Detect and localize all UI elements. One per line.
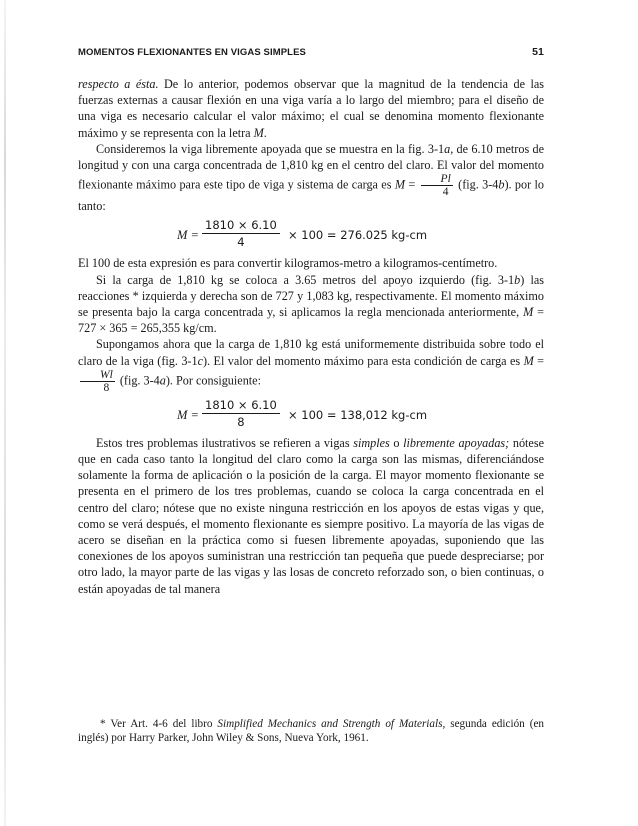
p6-italic-libremente: libremente apoyadas; — [403, 435, 510, 450]
fraction-numerator: Wl — [80, 369, 115, 382]
p2-fig-letter-b: b — [498, 177, 505, 192]
paragraph-3: El 100 de esta expresión es para convertir kilogramos-metro a kilogramos-centímetro. — [78, 256, 498, 271]
p5-text-d: ). Por consiguiente: — [165, 373, 261, 388]
footnote-text-a: * Ver Art. 4-6 del libro — [100, 718, 218, 730]
fraction-numerator: Pl — [421, 173, 453, 186]
p1-text: De lo anterior, podemos observar que la magnitud de la tendencia de las fuerzas externas a causar flexión en una viga varía a lo largo del miembro; para el diseño de una viga es necesario calcular el valor máximo; el cual se denomina momento flexionante máximo y se representa con la letra — [78, 77, 545, 140]
p6-text-e: nótese que en cada caso tanto la longitud del claro como la carga son las mismas, diferenciándose solamente la forma de aplicación o la posición de la carga. El mayor momento flexionante se presenta en el primero de los tres problemas, cuando se coloca la carga concentrada en el centro del claro; nótese que no existe ninguna restricción en los apoyos de estas vigas y que, como se verá después, el momento flexionante es siempre positivo. La mayoría de las vigas de acero se diseñan en la práctica como si fuesen libremente apoyadas, suponiendo que las conexiones de los apoyos suministran una restricción tan pequeña que puede despreciarse; por otro lado, la mayor parte de las vigas y las losas de concreto reforzado son, o bien continuas, o están apoyadas de tal manera — [78, 435, 544, 596]
footnote-text-c: segunda edición (en inglés) por Harry Parker, John Wiley & Sons, Nueva York, 1961. — [78, 718, 545, 744]
equation-2-rhs: × 100 = 138,012 kg-cm — [288, 407, 428, 422]
p5-symbol-m: M — [523, 353, 534, 368]
running-header — [78, 45, 544, 61]
p4-text-b: ) las reacciones * izquierda y derecha son de 727 y 1,083 kg, respectivamente. El momento máximo se presenta bajo la carga concentrada y, si aplicamos la regla mencionada anteriormente, — [78, 272, 544, 320]
equation-1-rhs: × 100 = 276.025 kg-cm — [288, 228, 428, 243]
p1-end: . — [263, 125, 267, 140]
equation-1-denominator: 4 — [237, 235, 245, 250]
equation-2-numerator: 1810 × 6.10 — [202, 397, 280, 414]
equation-1-fraction — [202, 217, 280, 250]
equation-2-lhs: M = — [177, 407, 199, 422]
equation-1-lhs: M = — [177, 228, 199, 243]
p6-text-a: Estos tres problemas ilustrativos se refieren a vigas — [96, 435, 354, 450]
p2-symbol-m: M — [394, 177, 405, 192]
paragraph-2 — [78, 141, 544, 215]
p5-text-b: ). El valor del momento máximo para esta condición de carga es — [203, 353, 524, 368]
p2-fig-letter: a — [444, 141, 451, 156]
paragraph-4 — [78, 272, 544, 337]
equation-1-numerator: 1810 × 6.10 — [202, 217, 280, 234]
p4-fig-letter: b — [514, 272, 521, 287]
p4-text-c: = 727 × 365 = 265,355 kg/cm. — [78, 305, 545, 336]
p2-text-d: ). por lo tanto: — [78, 177, 545, 214]
p4-symbol-m: M — [523, 305, 534, 320]
p5-text-a: Supongamos ahora que la carga de 1,810 kg está uniformemente distribuida sobre todo el claro de la viga (fig. 3-1 — [78, 337, 544, 368]
p5-equals: = — [533, 353, 545, 368]
inline-fraction-wl-8 — [80, 369, 115, 394]
equation-1 — [78, 215, 544, 253]
p2-text-b: , de 6.10 metros de longitud y con una carga concentrada de 1,810 kg en el centro del claro. El valor del momento flexionante máximo para este tipo de viga y sistema de carga es — [78, 141, 544, 192]
p2-text-a: Consideremos la viga libremente apoyada que se muestra en la fig. 3-1 — [96, 141, 445, 156]
footnote-book-title: Simplified Mechanics and Strength of Materials, — [217, 718, 446, 730]
p5-fig-letter: c — [197, 353, 203, 368]
footnote — [78, 718, 544, 745]
inline-fraction-pl-4 — [421, 173, 453, 198]
p6-italic-simples: simples — [353, 435, 390, 450]
body-text — [78, 76, 544, 597]
paragraph-1 — [78, 76, 544, 141]
footnote-text — [78, 718, 544, 745]
equation-2-fraction — [202, 397, 280, 430]
paragraph-6 — [78, 435, 544, 597]
page-number: 51 — [532, 46, 544, 58]
fraction-denominator: 4 — [442, 186, 449, 199]
equation-2-denominator: 8 — [237, 414, 245, 429]
p1-italic-start: respecto a ésta. — [78, 77, 159, 91]
running-title: MOMENTOS FLEXIONANTES EN VIGAS SIMPLES — [78, 47, 306, 58]
p5-fig-letter-a: a — [159, 373, 166, 388]
p6-text-c: o — [389, 435, 404, 450]
p2-text-c: (fig. 3-4 — [454, 177, 499, 192]
fraction-denominator: 8 — [103, 381, 110, 394]
p5-text-c: (fig. 3-4 — [116, 373, 160, 388]
equation-2 — [78, 395, 544, 433]
p1-symbol-m: M — [253, 125, 264, 140]
paragraph-5 — [78, 336, 544, 393]
p4-text-a: Si la carga de 1,810 kg se coloca a 3.65 metros del apoyo izquierdo (fig. 3-1 — [96, 272, 515, 287]
p2-equals: = — [404, 177, 419, 192]
